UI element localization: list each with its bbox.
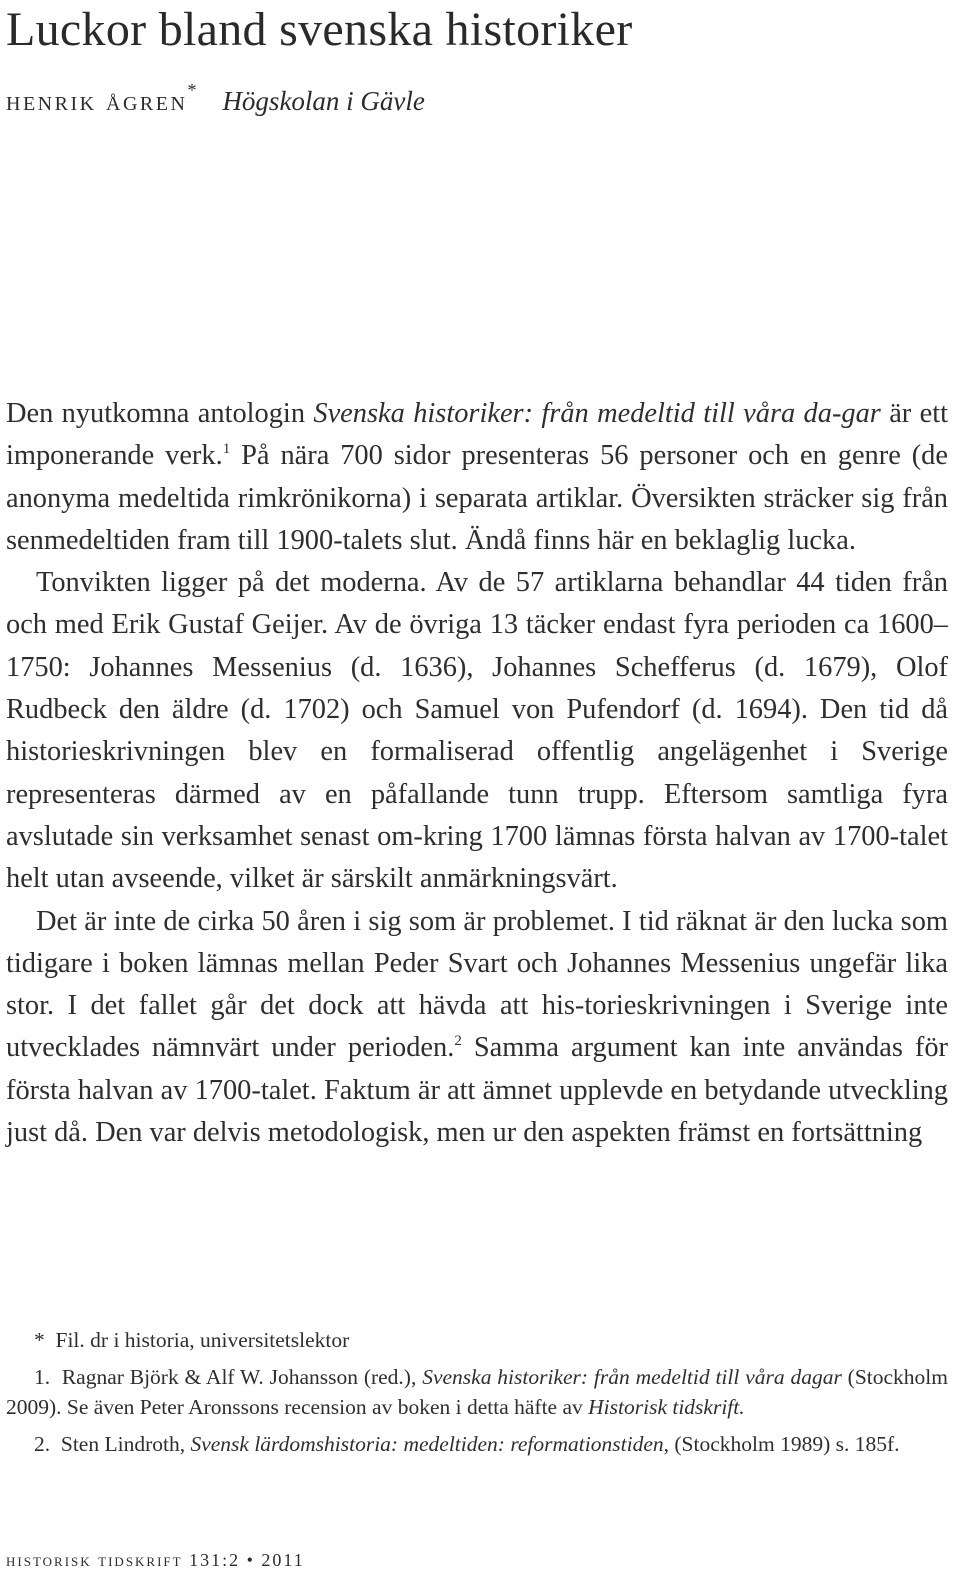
footnotes [6,1325,948,1459]
paragraph-1-text-c: På nära 700 sidor presenteras 56 personer och en genre (de anonyma medeltida rimkrönikorna) i separata artiklar. Översikten sträcker sig från senmedeltiden fram till 1900-talets slut. Ändå finns här en beklaglig lucka. [6,440,948,556]
byline [6,80,425,118]
paragraph-2: Tonvikten ligger på det moderna. Av de 57 artiklarna behandlar 44 tiden från och med Erik Gustaf Geijer. Av de övriga 13 täcker endast fyra perioden ca 1600–1750: Johannes Messenius (d. 1636), Johannes Schefferus (d. 1679), Olof Rudbeck den äldre (d. 1702) och Samuel von Pufendorf (d. 1694). Den tid då historieskrivningen blev en formaliserad offentlig angelägenhet i Sverige representeras därmed av en påfallande tunn trupp. Eftersom samtliga fyra avslutade sin verksamhet senast om-kring 1700 lämnas första halvan av 1700-talet helt utan avseende, vilket är särskilt anmärkningsvärt. [6,567,948,895]
footnote-2 [6,1429,948,1459]
paragraph-1-text-b: är ett imponerande verk. [6,398,949,472]
footnote-2-text-b: , (Stockholm 1989) s. 185f. [663,1432,900,1456]
article-title: Luckor bland svenska historiker [6,3,633,56]
author-affiliation: Högskolan i Gävle [222,86,425,117]
footnote-2-book-title: Svensk lärdomshistoria: medeltiden: reformationstiden [190,1432,664,1456]
author-footnote-mark: * [187,80,197,100]
paragraph-1 [6,393,948,562]
cited-book-title: Svenska historiker: från medeltid till våra da-gar [313,398,881,429]
paragraph-1-text-a: Den nyutkomna antologin [6,398,314,429]
footnote-1-text-b: (Stockholm 2009). Se även Peter Aronssons recension av boken i detta häfte av [6,1365,949,1419]
paragraph-3-text-a: Det är inte de cirka 50 åren i sig som är problemet. I tid räknat är den lucka som tidigare i boken lämnas mellan Peder Svart och Johannes Messenius ungefär lika stor. I det fallet går det dock att hävda att his-torieskrivningen i Sverige inte utvecklades nämnvärt under perioden. [6,905,948,1064]
footnote-1-text-a: Ragnar Björk & Alf W. Johansson (red.), [61,1365,423,1389]
paragraph-3-text-b: Samma argument kan inte användas för första halvan av 1700-talet. Faktum är att ämnet upplevde en betydande utveckling just då. Den var delvis metodologisk, men ur den aspekten främst en fortsättning [6,1032,948,1149]
footnote-1-book-title: Svenska historiker: från medeltid till våra dagar [422,1365,842,1389]
footnote-ref-1[interactable]: 1 [222,441,231,458]
footnote-author-text: Fil. dr i historia, universitetslektor [55,1328,350,1352]
footnote-star-mark: * [34,1328,45,1352]
footnote-1 [6,1362,948,1422]
footnote-2-text-a: Sten Lindroth, [60,1432,191,1456]
paragraph-3 [6,901,948,1155]
article-body [6,393,948,1154]
running-footer: historisk tidskrift 131:2 • 2011 [6,1550,305,1570]
footnote-ref-2[interactable]: 2 [454,1033,462,1050]
author-name [6,80,197,118]
footnote-1-number: 1. [34,1365,51,1389]
footnote-1-journal: Historisk tidskrift. [588,1395,745,1419]
footnote-2-number: 2. [34,1432,51,1456]
footnote-author [6,1325,948,1355]
author-text: henrik ågren [6,86,188,118]
